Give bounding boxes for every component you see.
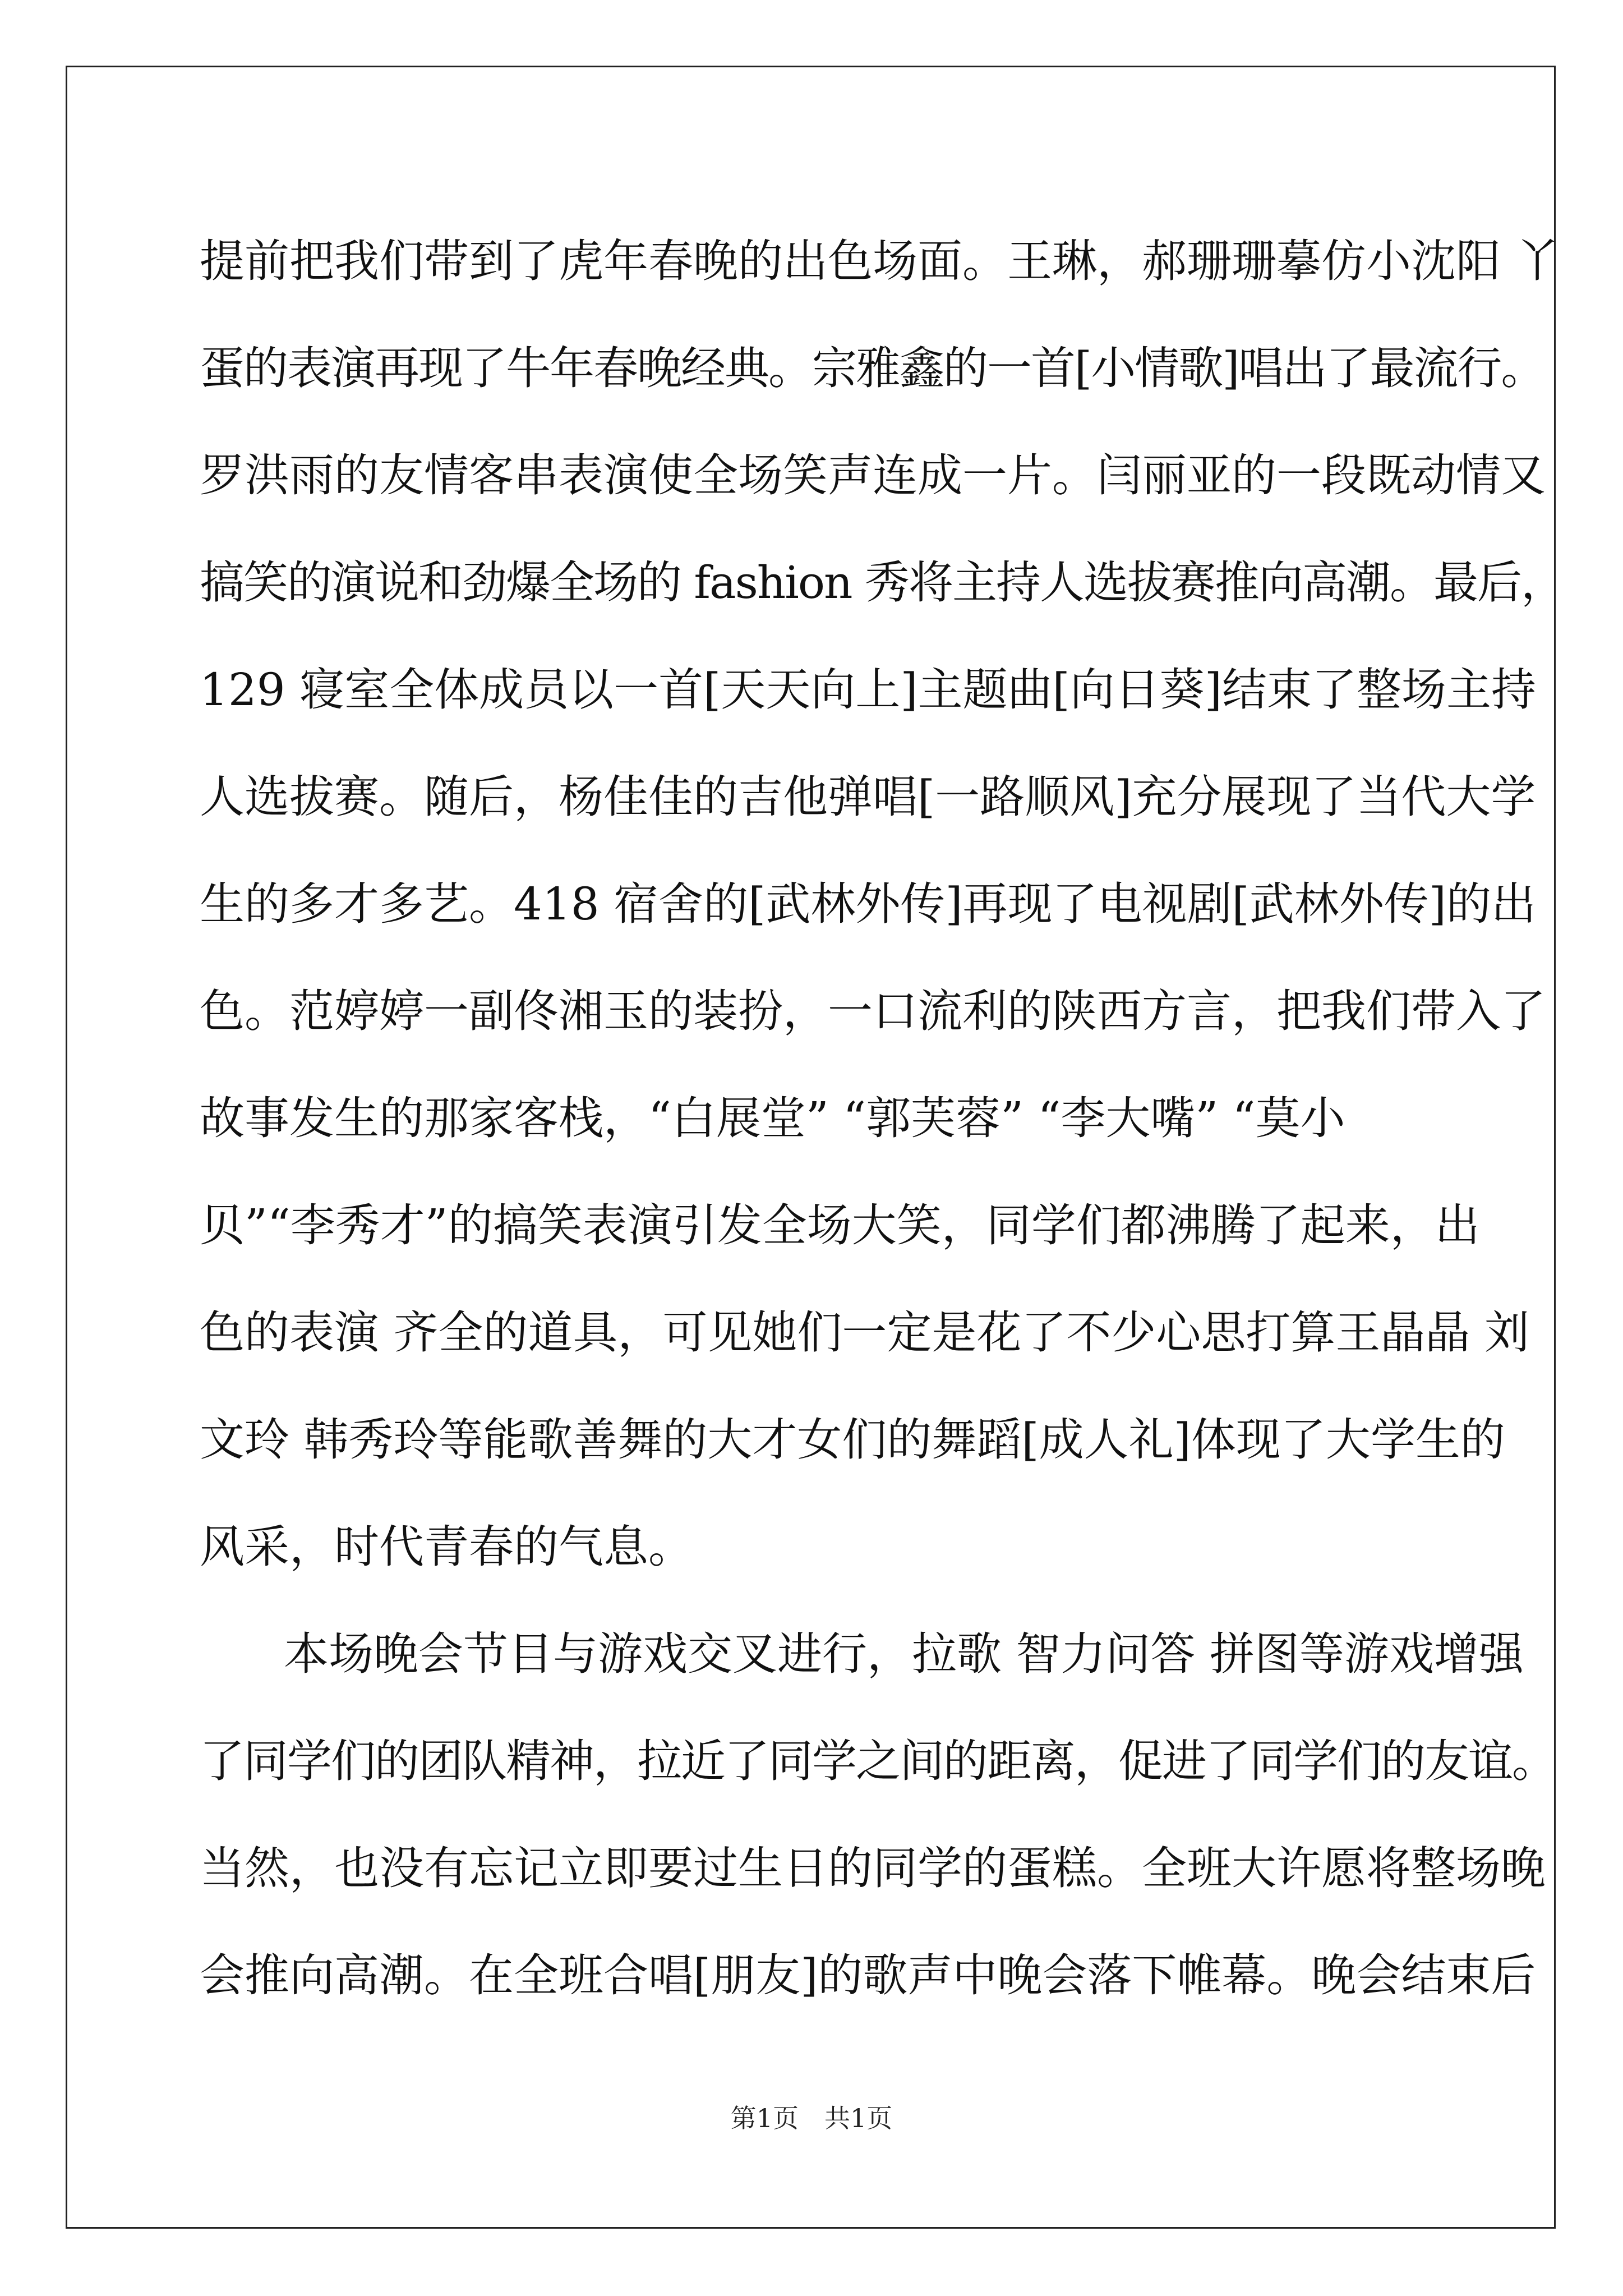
text-line: 色的表演 齐全的道具，可见她们一定是花了不少心思打算王晶晶 刘	[200, 1306, 1529, 1359]
text-line: 生的多才多艺。418 宿舍的[武林外传]再现了电视剧[武林外传]的出	[200, 878, 1536, 930]
text-line: 129 寝室全体成员以一首[天天向上]主题曲[向日葵]结束了整场主持	[200, 664, 1536, 716]
text-line: 贝”“李秀才”的搞笑表演引发全场大笑，同学们都沸腾了起来，出	[200, 1199, 1480, 1251]
text-line: 色。范婷婷一副佟湘玉的装扮，一口流利的陕西方言，把我们带入了	[200, 985, 1546, 1037]
text-line: 搞笑的演说和劲爆全场的 fashion 秀将主持人选拔赛推向高潮。最后，	[200, 556, 1565, 609]
text-line: 人选拔赛。随后，杨佳佳的吉他弹唱[一路顺风]充分展现了当代大学	[200, 771, 1536, 823]
text-line: 蛋的表演再现了牛年春晚经典。宗雅鑫的一首[小情歌]唱出了最流行。	[200, 342, 1545, 394]
text-line: 故事发生的那家客栈，“白展堂” “郭芙蓉” “李大嘴” “莫小	[200, 1092, 1345, 1144]
text-line: 提前把我们带到了虎年春晚的出色场面。王琳，郝珊珊摹仿小沈阳 丫	[200, 235, 1560, 287]
text-line: 文玲 韩秀玲等能歌善舞的大才女们的舞蹈[成人礼]体现了大学生的	[200, 1414, 1505, 1466]
document-body	[200, 208, 1565, 2029]
page-number-footer: 第1页 共1页	[730, 2103, 893, 2133]
text-line: 会推向高潮。在全班合唱[朋友]的歌声中晚会落下帷幕。晚会结束后	[200, 1949, 1536, 2001]
text-line: 了同学们的团队精神，拉近了同学之间的距离，促进了同学们的友谊。	[200, 1735, 1556, 1787]
text-line: 本场晚会节目与游戏交叉进行，拉歌 智力问答 拼图等游戏增强	[284, 1628, 1524, 1680]
text-line: 当然，也没有忘记立即要过生日的同学的蛋糕。全班大许愿将整场晚	[200, 1842, 1546, 1894]
text-line: 罗洪雨的友情客串表演使全场笑声连成一片。闫丽亚的一段既动情又	[200, 449, 1546, 501]
text-line: 风采，时代青春的气息。	[200, 1521, 693, 1573]
